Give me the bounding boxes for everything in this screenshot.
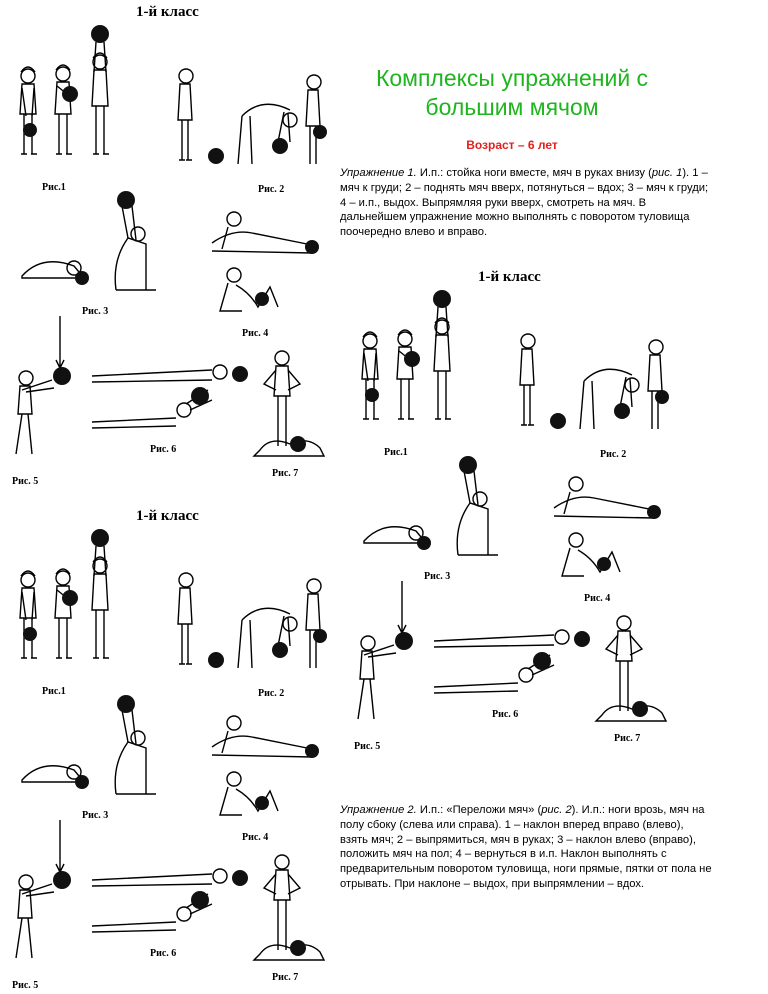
figure-1-drawing [350,287,460,447]
grade-label: 1-й класс [136,508,199,524]
figure-1-drawing [8,22,118,182]
title-line-1: Комплексы упражнений с [375,65,649,91]
figure-1-label: Рис.1 [384,447,408,458]
figure-5-label: Рис. 5 [354,741,381,752]
figure-3-drawing [12,188,172,300]
figure-1-drawing [8,526,118,686]
figure-3-label: Рис. 3 [82,810,109,821]
figure-5-drawing [8,312,88,472]
figure-1-label: Рис.1 [42,686,66,697]
figure-7-drawing [590,609,670,727]
figure-6-drawing [90,350,250,440]
figure-4-drawing [542,470,672,590]
figure-4-drawing [200,205,330,325]
figure-7-drawing [248,344,328,462]
figure-2-label: Рис. 2 [258,184,285,195]
figure-6-label: Рис. 6 [492,709,519,720]
grade-label: 1-й класс [478,269,541,285]
exercise-2-ref: рис. 2 [541,804,572,816]
figure-6-drawing [90,854,250,944]
figure-2-drawing [170,562,340,677]
exercise-1-ref: рис. 1 [651,167,683,179]
exercise-1-body-2: ). 1 – мяч к груди; 2 – поднять мяч вверх, потянуться – вдох; 3 – мяч к груди; 4 – и.п., выдох. Выпрямляя руки вверх, смотреть на мяч. В дальнейшем упражнение можно выполнять с поворотом туловища поочередно влево и вправо. [340,167,709,239]
exercise-2-text [340,803,712,892]
figure-7-label: Рис. 7 [272,972,299,983]
figure-4-drawing [200,709,330,829]
figure-6-drawing [432,615,592,705]
exercise-2-name: Упражнение 2. [340,804,417,816]
age-subtitle: Возраст – 6 лет [466,138,558,152]
figure-2-label: Рис. 2 [258,688,285,699]
figure-3-label: Рис. 3 [424,571,451,582]
exercise-1-body: И.п.: стойка ноги вместе, мяч в руках внизу ( [416,167,652,179]
figure-2-drawing [512,323,682,438]
figure-3-drawing [12,692,172,804]
figure-5-label: Рис. 5 [12,980,39,991]
figure-2-drawing [170,58,340,173]
page-title [342,64,682,122]
title-line-2: большим мячом [425,94,599,120]
exercise-1-name: Упражнение 1. [340,167,417,179]
figure-1-label: Рис.1 [42,182,66,193]
figure-6-label: Рис. 6 [150,948,177,959]
figure-4-label: Рис. 4 [242,328,269,339]
figure-3-drawing [354,453,514,565]
figure-7-drawing [248,848,328,966]
exercise-1-text [340,166,712,240]
exercise-2-body: И.п.: «Переложи мяч» ( [416,804,542,816]
figure-7-label: Рис. 7 [614,733,641,744]
figure-3-label: Рис. 3 [82,306,109,317]
figure-7-label: Рис. 7 [272,468,299,479]
figure-5-drawing [8,816,88,976]
figure-6-label: Рис. 6 [150,444,177,455]
exercise-2-body-2: ). И.п.: ноги врозь, мяч на полу сбоку (слева или справа). 1 – наклон вперед вправо (влево), взять мяч; 2 – выпрямиться, мяч в руках; 3 – наклон влево (вправо), положить мяч на пол; 4 – вернуться в и.п. Наклон выполнять с предварительным поворотом туловища, ноги прямые, пятки от пола не отрывать. При наклоне – выдох, при выпрямлении – вдох. [340,804,712,890]
figure-4-label: Рис. 4 [584,593,611,604]
grade-label: 1-й класс [136,4,199,20]
figure-5-drawing [350,577,430,737]
figure-4-label: Рис. 4 [242,832,269,843]
figure-2-label: Рис. 2 [600,449,627,460]
figure-5-label: Рис. 5 [12,476,39,487]
